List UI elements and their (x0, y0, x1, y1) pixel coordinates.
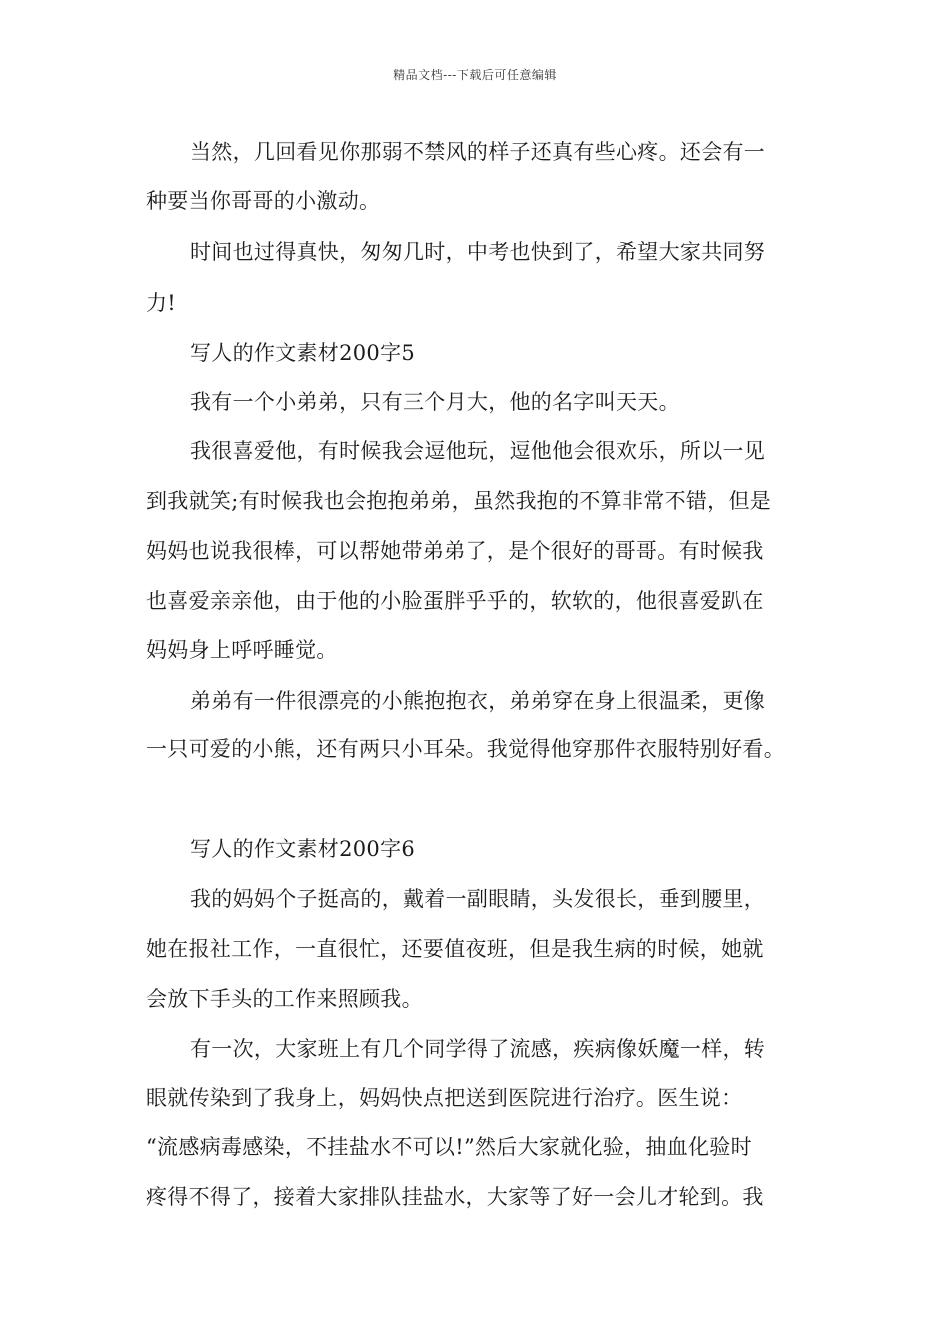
text-line: 时间也过得真快，匆匆几时，中考也快到了，希望大家共同努 (190, 240, 766, 264)
text-line: 会放下手头的工作来照顾我。 (146, 987, 423, 1011)
text-line: 也喜爱亲亲他，由于他的小脸蛋胖乎乎的，软软的，他很喜爱趴在 (146, 589, 764, 613)
text-line: 妈妈也说我很棒，可以帮她带弟弟了，是个很好的哥哥。有时候我 (146, 539, 764, 563)
text-line: 我的妈妈个子挺高的，戴着一副眼睛，头发很长，垂到腰里， (190, 887, 766, 911)
text-line: 种要当你哥哥的小激动。 (146, 189, 381, 213)
section-heading: 写人的作文素材200字5 (190, 341, 416, 365)
text-line: 疼得不得了，接着大家排队挂盐水，大家等了好一会儿才轮到。我 (146, 1185, 764, 1209)
text-line: 我很喜爱他，有时候我会逗他玩，逗他他会很欢乐，所以一见 (190, 439, 766, 463)
text-line: 一只可爱的小熊，还有两只小耳朵。我觉得他穿那件衣服特别好看。 (146, 737, 785, 761)
text-line: 妈妈身上呼呼睡觉。 (146, 638, 338, 662)
text-line: 她在报社工作，一直很忙，还要值夜班，但是我生病的时候，她就 (146, 937, 764, 961)
text-line: 弟弟有一件很漂亮的小熊抱抱衣，弟弟穿在身上很温柔，更像 (190, 689, 766, 713)
text-line: 我有一个小弟弟，只有三个月大，他的名字叫天天。 (190, 390, 680, 414)
section-heading: 写人的作文素材200字6 (190, 837, 416, 861)
text-line: 眼就传染到了我身上，妈妈快点把送到医院进行治疗。医生说： (146, 1086, 743, 1110)
text-line: 力! (146, 291, 177, 315)
text-line: “流感病毒感染，不挂盐水不可以!”然后大家就化验，抽血化验时 (146, 1135, 752, 1159)
text-line: 有一次，大家班上有几个同学得了流感，疾病像妖魔一样，转 (190, 1037, 766, 1061)
page-header: 精品文档---下载后可任意编辑 (393, 68, 557, 82)
text-line: 到我就笑;有时候我也会抱抱弟弟，虽然我抱的不算非常不错，但是 (146, 489, 772, 513)
text-line: 当然，几回看见你那弱不禁风的样子还真有些心疼。还会有一 (190, 140, 766, 164)
